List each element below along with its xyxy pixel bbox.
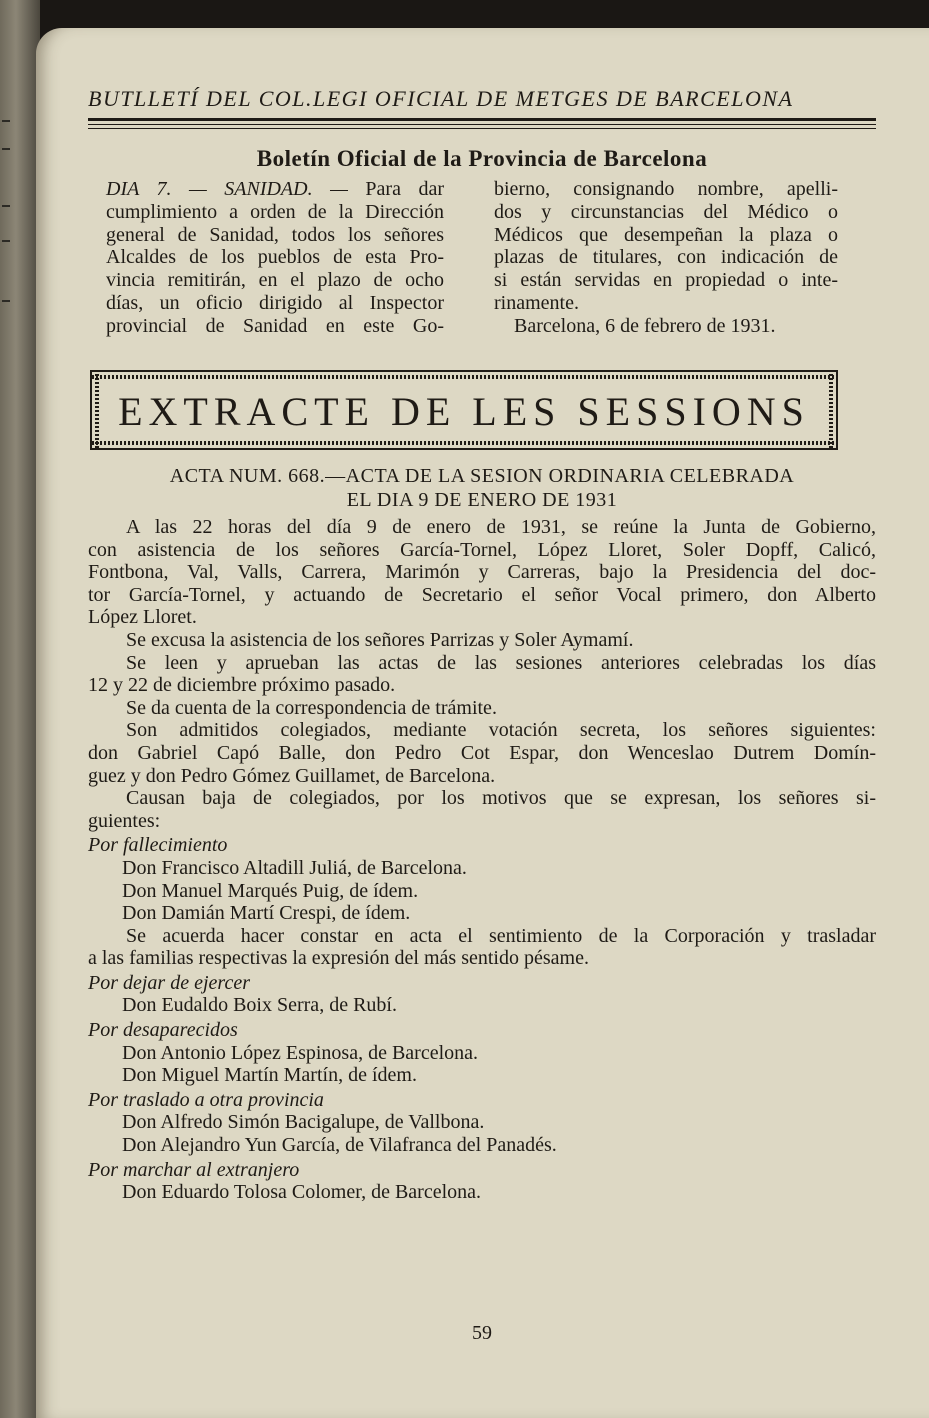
member-name: Don Antonio López Espinosa, de Barcelona. [122,1041,479,1064]
boletin-line: Médicos que desempeñan la plaza o [494,223,838,246]
running-head: BUTLLETÍ DEL COL.LEGI OFICIAL DE METGES DE BARCELONA [88,86,794,111]
boletin-line: general de Sanidad, todos los señores [106,223,444,246]
boletin-line: dos y circunstancias del Médico o [494,200,838,223]
body-line: Se excusa la asistencia de los señores Parrizas y Soler Aymamí. [126,628,634,651]
body-line: A las 22 horas del día 9 de enero de 1931, se reúne la Junta de Gobierno, [126,516,876,538]
body-line: Se leen y aprueban las actas de las sesiones anteriores celebradas los días [126,651,876,674]
sessions-title-box [90,370,838,450]
boletin-line: vincia remitirán, en el plazo de ocho [106,269,444,292]
acta-body [88,516,876,1204]
sessions-title: EXTRACTE DE LES SESSIONS [118,389,810,434]
body-line: Se acuerda hacer constar en acta el sentimiento de la Corporación y trasladar [126,924,876,947]
boletin-line: Alcaldes de los pueblos de esta Pro- [106,246,444,269]
body-line: Fontbona, Val, Valls, Carrera, Marimón y Carreras, bajo la Presidencia del doc- [88,561,876,584]
page-number: 59 [472,1322,492,1344]
boletin-line: cumplimiento a orden de la Dirección [106,200,444,223]
body-line: guientes: [88,809,161,832]
member-name: Don Alfredo Simón Bacigalupe, de Vallbona. [122,1111,485,1134]
member-name: Don Eudaldo Boix Serra, de Rubí. [122,994,397,1017]
header-rule-thin [88,124,876,125]
member-name: Don Francisco Altadill Juliá, de Barcelona. [122,856,467,879]
body-line: Se da cuenta de la correspondencia de trámite. [126,696,497,719]
boletin-title: Boletín Oficial de la Provincia de Barcelona [256,146,708,171]
body-line: tor García-Tornel, y actuando de Secretario el señor Vocal primero, don Alberto [88,583,876,606]
boletin-right-column [494,178,838,338]
acta-heading-line: ACTA NUM. 668.—ACTA DE LA SESION ORDINARIA CELEBRADA [169,465,795,487]
member-name: Don Eduardo Tolosa Colomer, de Barcelona. [122,1181,482,1204]
category-heading: Por traslado a otra provincia [88,1088,324,1111]
boletin-day-label: DIA 7. — SANIDAD. — [106,178,348,200]
acta-heading [88,464,876,512]
member-name: Don Miguel Martín Martín, de ídem. [122,1064,417,1087]
body-line: López Lloret. [88,606,197,629]
member-name: Don Damián Martí Crespi, de ídem. [122,902,411,925]
body-line: con asistencia de los señores García-Tornel, López Lloret, Soler Dopff, Calicó, [88,538,876,561]
body-line: Causan baja de colegiados, por los motivos que se expresan, los señores si- [126,787,876,810]
body-line: Son admitidos colegiados, mediante votación secreta, los señores siguientes: [126,719,876,742]
boletin-line: provincial de Sanidad en este Go- [106,314,444,337]
body-line: 12 y 22 de diciembre próximo pasado. [88,674,396,697]
body-line: a las familias respectivas la expresión del más sentido pésame. [88,947,589,970]
boletin-date-line: Barcelona, 6 de febrero de 1931. [514,314,776,337]
boletin-line: días, un oficio dirigido al Inspector [106,291,444,314]
body-line: don Gabriel Capó Balle, don Pedro Cot Espar, don Wenceslao Dutrem Domín- [88,741,876,764]
boletin-line: rinamente. [494,291,579,314]
header-rule [88,118,876,121]
boletin-line: si están servidas en propiedad o inte- [494,269,838,292]
category-heading: Por dejar de ejercer [88,971,250,994]
member-name: Don Alejandro Yun García, de Vilafranca del Panadés. [122,1134,557,1157]
boletin-first-line: DIA 7. — SANIDAD. — Para dar [106,178,444,200]
header-rule-thin-2 [88,128,876,129]
member-name: Don Manuel Marqués Puig, de ídem. [122,879,419,902]
boletin-line: bierno, consignando nombre, apelli- [494,178,838,200]
boletin-left-column [106,178,444,338]
body-line: guez y don Pedro Gómez Guillamet, de Barcelona. [88,764,496,787]
document-page [36,28,929,1418]
acta-heading-line: EL DIA 9 DE ENERO DE 1931 [346,489,618,511]
category-heading: Por desaparecidos [88,1019,238,1042]
boletin-line: plazas de titulares, con indicación de [494,246,838,269]
category-heading: Por fallecimiento [88,834,228,857]
category-heading: Por marchar al extranjero [88,1158,300,1181]
left-page-edge [0,0,40,1418]
